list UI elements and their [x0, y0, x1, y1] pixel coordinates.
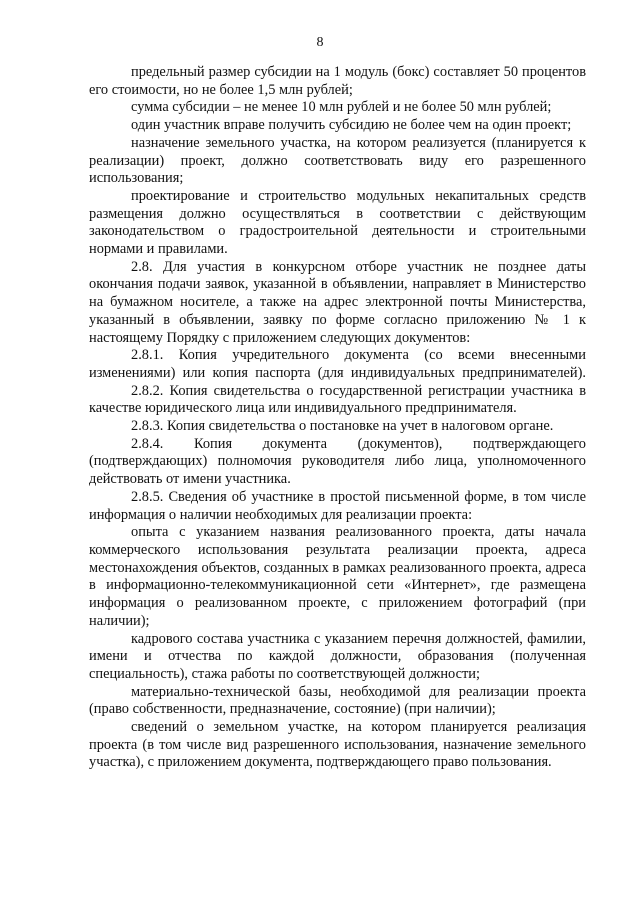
- paragraph-2-8-5: 2.8.5. Сведения об участнике в простой письменной форме, в том числе информация о наличии необходимых для реализации проекта:: [89, 488, 586, 523]
- page-number: 8: [316, 35, 324, 50]
- paragraph-2-8-application: 2.8. Для участия в конкурсном отборе участник не позднее даты окончания подачи заявок, указанной в объявлении, направляет в Министерство на бумажном носителе, а также на адрес электронной почты Министерства, указанный в объявлении, заявку по форме согласно приложению № 1 к настоящему Порядку с приложением следующих документов:: [89, 258, 586, 346]
- paragraph-2-8-3: 2.8.3. Копия свидетельства о постановке на учет в налоговом органе.: [131, 418, 554, 435]
- document-body: [89, 64, 586, 772]
- paragraph-2-8-4: 2.8.4. Копия документа (документов), подтверждающего (подтверждающих) полномочия руководителя либо лица, уполномоченного действовать от имени участника.: [89, 435, 586, 488]
- paragraph-material-base: материально-технической базы, необходимой для реализации проекта (право собственности, предназначение, состояние) (при наличии);: [89, 683, 586, 718]
- paragraph-subsidy-limit-per-module: предельный размер субсидии на 1 модуль (бокс) составляет 50 процентов его стоимости, но не более 1,5 млн рублей;: [89, 64, 586, 98]
- paragraph-staff: кадрового состава участника с указанием перечня должностей, фамилии, имени и отчества по каждой должности, образования (полученная специальность), стажа работы по соответствующей должности;: [89, 630, 586, 682]
- paragraph-land-plot-info: сведений о земельном участке, на котором планируется реализация проекта (в том числе вид разрешенного использования, назначение земельного участка), с приложением документа, подтверждающего право пользования.: [89, 719, 586, 771]
- paragraph-land-plot-purpose: назначение земельного участка, на котором реализуется (планируется к реализации) проект, должно соответствовать виду его разрешенного использования;: [89, 134, 586, 187]
- paragraph-subsidy-amount: сумма субсидии – не менее 10 млн рублей и не более 50 млн рублей;: [131, 99, 552, 116]
- paragraph-one-project-limit: один участник вправе получить субсидию не более чем на один проект;: [131, 117, 572, 134]
- paragraph-2-8-1: 2.8.1. Копия учредительного документа (со всеми внесенными изменениями) или копия паспорта (для индивидуальных предпринимателей).: [89, 347, 586, 381]
- paragraph-2-8-2: 2.8.2. Копия свидетельства о государственной регистрации участника в качестве юридического лица или индивидуального предпринимателя.: [89, 382, 586, 417]
- paragraph-design-and-construction: проектирование и строительство модульных некапитальных средств размещения должно осуществляться в соответствии с действующим законодательством о градостроительной деятельности и строительными нормами и правилами.: [89, 187, 586, 258]
- paragraph-experience: опыта с указанием названия реализованного проекта, даты начала коммерческого использования результата реализации проекта, адреса местонахождения объектов, созданных в рамках реализованного проекта, адреса в информационно-телекоммуникационной сети «Интернет», где размещена информация о реализованном проекте, с приложением фотографий (при наличии);: [89, 524, 586, 629]
